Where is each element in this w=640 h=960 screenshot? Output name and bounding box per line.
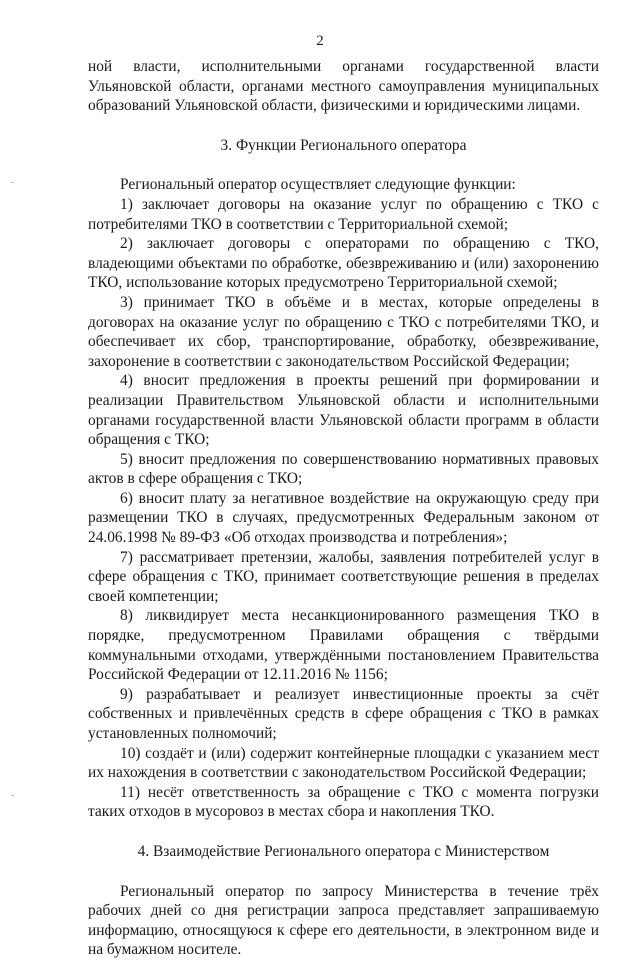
function-item-10: 10) создаёт и (или) содержит контейнерные площадки с указанием мест их нахождения в соответствии с законодательством Российской Федерации; bbox=[88, 744, 599, 782]
function-item-6: 6) вносит плату за негативное воздействие на окружающую среду при размещении ТКО в случаях, предусмотренных Федеральным законом от 24.06.1998 № 89-ФЗ «Об отходах производства и потребления»; bbox=[88, 489, 599, 547]
margin-mark bbox=[11, 795, 14, 796]
section-3-lead: Региональный оператор осуществляет следующие функции: bbox=[120, 176, 516, 194]
function-item-5: 5) вносит предложения по совершенствованию нормативных правовых актов в сфере обращения с ТКО; bbox=[88, 450, 599, 488]
page-number: 2 bbox=[316, 33, 324, 49]
function-item-4: 4) вносит предложения в проекты решений при формировании и реализации Правительством Ульяновской области и исполнительными органами государственной власти Ульяновской области программ в области обращения с ТКО; bbox=[88, 372, 599, 449]
section-4-body: Региональный оператор по запросу Министерства в течение трёх рабочих дней со дня регистрации запроса представляет запрашиваемую информацию, относящуюся к сфере его деятельности, в электронном виде и на бумажном носителе. bbox=[88, 882, 599, 959]
section-4-heading: 4. Взаимодействие Регионального оператора с Министерством bbox=[137, 842, 550, 860]
function-item-7: 7) рассматривает претензии, жалобы, заявления потребителей услуг в сфере обращения с ТКО, принимает соответствующие решения в пределах своей компетенции; bbox=[88, 548, 599, 605]
function-item-1: 1) заключает договоры на оказание услуг по обращению с ТКО с потребителями ТКО в соответствии с Территориальной схемой; bbox=[88, 195, 599, 233]
function-item-8: 8) ликвидирует места несанкционированного размещения ТКО в порядке, предусмотренном Правилами обращения с твёрдыми коммунальными отходами, утверждёнными постановлением Правительства Российской Федерации от 12.11.2016 № 1156; bbox=[88, 607, 599, 684]
document-body bbox=[88, 57, 599, 960]
function-item-9: 9) разрабатывает и реализует инвестиционные проекты за счёт собственных и привлечённых средств в сфере обращения с ТКО в рамках установленных полномочий; bbox=[88, 685, 599, 742]
intro-continuation: ной власти, исполнительными органами государственной власти Ульяновской области, органами местного самоуправления муниципальных образований Ульяновской области, физическими и юридическими лицами. bbox=[88, 58, 599, 115]
section-3-heading: 3. Функции Регионального оператора bbox=[220, 136, 467, 154]
function-item-11: 11) несёт ответственность за обращение с ТКО с момента погрузки таких отходов в мусоровоз в местах сбора и накопления ТКО. bbox=[88, 783, 599, 821]
margin-mark bbox=[11, 182, 14, 183]
function-item-2: 2) заключает договоры с операторами по обращению с ТКО, владеющими объектами по обработке, обезвреживанию и (или) захоронению ТКО, использование которых предусмотрено Территориальной схемой; bbox=[88, 235, 599, 292]
function-item-3: 3) принимает ТКО в объёме и в местах, которые определены в договорах на оказание услуг по обращению с ТКО с потребителями ТКО, и обеспечивает их сбор, транспортирование, обработку, обезвреживание, захоронение в соответствии с законодательством Российской Федерации; bbox=[88, 293, 599, 370]
